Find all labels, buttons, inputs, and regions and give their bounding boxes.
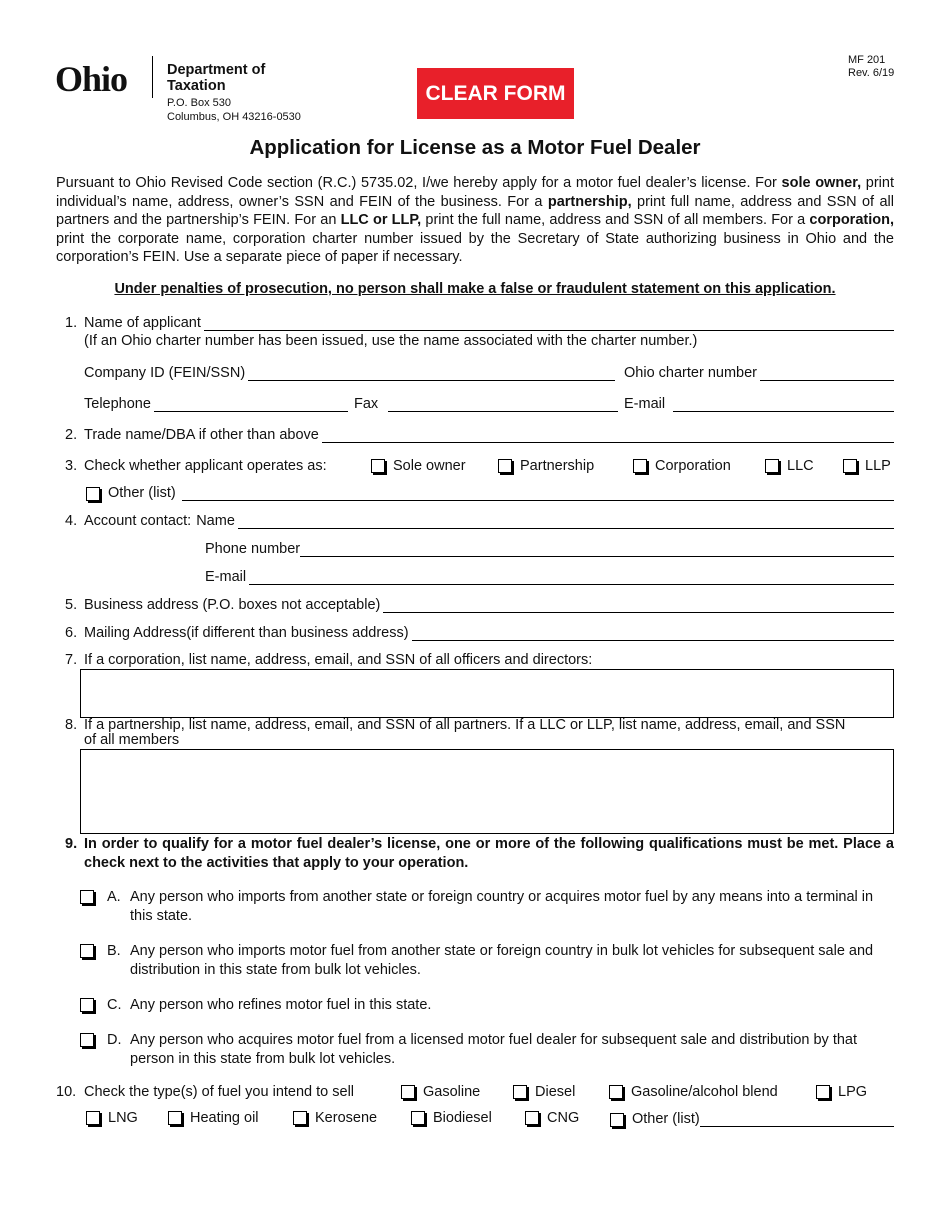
intro-bold-llc: LLC or LLP, [340, 212, 422, 228]
checkbox-icon[interactable] [80, 998, 94, 1012]
partners-members-textarea[interactable] [80, 749, 894, 834]
fuel-heating-oil[interactable] [168, 1110, 259, 1126]
checkbox-icon[interactable] [168, 1111, 182, 1125]
fuel-diesel[interactable] [513, 1084, 575, 1100]
option-llp[interactable] [843, 458, 891, 474]
qualification-letter: C. [107, 997, 122, 1013]
checkbox-icon[interactable] [609, 1085, 623, 1099]
q3-row [65, 458, 894, 478]
q3-other-row [86, 484, 894, 501]
business-address-field[interactable] [383, 596, 894, 613]
q6-number: 6. [65, 625, 78, 641]
fuel-label: LPG [838, 1084, 868, 1100]
checkbox-icon[interactable] [765, 459, 779, 473]
qualification-text: Any person who imports motor fuel from another state or foreign country in bulk lot vehicles for subsequent sale and distribution in this state from bulk lot vehicles. [130, 943, 874, 978]
q4-label: Account contact: [84, 513, 192, 529]
fuel-label: Gasoline [423, 1084, 481, 1100]
checkbox-icon[interactable] [498, 459, 512, 473]
department-name [167, 62, 265, 94]
qualification-letter: D. [107, 1032, 122, 1048]
telephone-field[interactable] [154, 395, 348, 412]
charter-number-field[interactable] [760, 364, 894, 381]
form-revision: Rev. 6/19 [848, 67, 895, 79]
fuel-label: LNG [108, 1110, 138, 1126]
q8-row [65, 718, 894, 748]
q1-row [65, 314, 894, 331]
option-corporation[interactable] [633, 458, 731, 474]
contact-phone-row [205, 540, 894, 557]
q7-row [65, 652, 592, 668]
option-label: LLC [787, 458, 814, 474]
intro-bold-sole-owner: sole owner, [781, 175, 862, 191]
checkbox-icon[interactable] [80, 1033, 94, 1047]
address-line1: P.O. Box 530 [167, 97, 232, 109]
q10-row [56, 1084, 894, 1104]
q9-row [65, 835, 894, 872]
checkbox-icon[interactable] [80, 890, 94, 904]
department-line1: Department of [167, 62, 266, 78]
q9-number: 9. [65, 836, 78, 852]
qualification-b [80, 942, 894, 979]
q9-label: In order to qualify for a motor fuel dealer’s license, one or more of the following qualifications must be met. Place a check next to the activities that apply to your operation. [84, 836, 894, 871]
fuel-label: Heating oil [190, 1110, 259, 1126]
q10-row2 [86, 1110, 894, 1130]
qualification-text: Any person who refines motor fuel in this state. [130, 997, 432, 1013]
option-sole-owner[interactable] [371, 458, 466, 474]
fuel-gasoline-alcohol[interactable] [609, 1084, 778, 1100]
q7-label: If a corporation, list name, address, email, and SSN of all officers and directors: [84, 652, 593, 668]
q5-row [65, 596, 894, 613]
fuel-other [610, 1110, 894, 1127]
fax-field[interactable] [388, 395, 618, 412]
company-id-label: Company ID (FEIN/SSN) [84, 365, 246, 381]
telephone-label: Telephone [84, 396, 151, 412]
q1-number: 1. [65, 315, 78, 331]
intro-text-5: print the corporate name, corporation charter number issued by the Secretary of State authorizing business in Ohio and the corporation’s FEIN. Use a separate piece of paper if necessary. [56, 230, 894, 265]
intro-paragraph [56, 174, 894, 267]
option-label: LLP [865, 458, 891, 474]
qualification-text: Any person who acquires motor fuel from a licensed motor fuel dealer for subsequent sale and distribution by that person in this state from bulk lot vehicles. [130, 1032, 858, 1067]
form-id: MF 201 [848, 54, 886, 66]
qualification-text: Any person who imports from another state or foreign country or acquires motor fuel by any means into a terminal in this state. [130, 889, 874, 924]
charter-label: Ohio charter number [624, 365, 757, 381]
fuel-cng[interactable] [525, 1110, 579, 1126]
page-title: Application for License as a Motor Fuel Dealer [249, 136, 701, 159]
fuel-label: Gasoline/alcohol blend [631, 1084, 778, 1100]
intro-bold-partnership: partnership, [547, 193, 632, 210]
q2-label: Trade name/DBA if other than above [84, 427, 319, 443]
other-label: Other (list) [108, 485, 176, 501]
fuel-biodiesel[interactable] [411, 1110, 492, 1126]
checkbox-icon[interactable] [371, 459, 385, 473]
q3-number: 3. [65, 458, 78, 474]
fuel-kerosene[interactable] [293, 1110, 377, 1126]
fuel-lng[interactable] [86, 1110, 138, 1126]
trade-name-field[interactable] [322, 426, 894, 443]
contact-email-row [205, 568, 894, 585]
q6-label: Mailing Address(if different than business address) [84, 625, 409, 641]
q3-label: Check whether applicant operates as: [84, 458, 327, 474]
fuel-label: CNG [547, 1110, 580, 1126]
officers-directors-textarea[interactable] [80, 669, 894, 718]
option-label: Partnership [520, 458, 595, 474]
option-label: Corporation [655, 458, 731, 474]
checkbox-icon[interactable] [86, 1111, 100, 1125]
fax-label: Fax [354, 396, 379, 412]
q4-number: 4. [65, 513, 78, 529]
ohio-logo: Ohio [55, 59, 128, 99]
option-partnership[interactable] [498, 458, 594, 474]
fax-row [354, 395, 618, 412]
contact-email-label: E-mail [205, 569, 247, 585]
q2-number: 2. [65, 427, 78, 443]
checkbox-icon[interactable] [293, 1111, 307, 1125]
q10-label: Check the type(s) of fuel you intend to sell [84, 1084, 355, 1100]
intro-text-3: print full name, address and SSN of all partners and the partnership’s FEIN. For an [56, 193, 894, 228]
fuel-label: Kerosene [315, 1110, 378, 1126]
intro-bold-corporation: corporation, [809, 212, 894, 228]
option-label: Sole owner [393, 458, 466, 474]
contact-name-label: Name [196, 513, 235, 529]
department-line2: Taxation [167, 78, 226, 94]
checkbox-icon[interactable] [610, 1113, 624, 1127]
qualification-c [80, 996, 894, 1015]
fuel-other-label: Other (list) [632, 1111, 700, 1127]
q10-number: 10. [56, 1084, 77, 1100]
qualification-d [80, 1031, 894, 1068]
q4-row [65, 512, 894, 529]
checkbox-icon[interactable] [411, 1111, 425, 1125]
q6-row [65, 624, 894, 641]
address-line2: Columbus, OH 43216-0530 [167, 111, 301, 123]
q8-number: 8. [65, 717, 78, 733]
email-row [624, 395, 894, 412]
company-id-row [84, 364, 615, 381]
checkbox-icon[interactable] [633, 459, 647, 473]
mailing-address-field[interactable] [412, 624, 894, 641]
logo-divider [152, 56, 153, 98]
q5-label: Business address (P.O. boxes not acceptable) [84, 597, 381, 613]
fuel-other-field[interactable] [700, 1110, 894, 1127]
contact-email-field[interactable] [249, 568, 894, 585]
checkbox-icon[interactable] [513, 1085, 527, 1099]
contact-phone-field[interactable] [300, 540, 894, 557]
intro-text-4: print the full name, address and SSN of all members. For a [421, 212, 810, 228]
checkbox-icon[interactable] [80, 944, 94, 958]
applicant-name-field[interactable] [204, 314, 894, 331]
department-address [167, 96, 301, 124]
q7-number: 7. [65, 652, 78, 668]
checkbox-icon[interactable] [525, 1111, 539, 1125]
qualification-letter: B. [107, 943, 121, 959]
option-llc[interactable] [765, 458, 814, 474]
checkbox-icon[interactable] [816, 1085, 830, 1099]
email-label: E-mail [624, 396, 666, 412]
other-entity-field[interactable] [182, 484, 894, 501]
fuel-label: Biodiesel [433, 1110, 492, 1126]
q1-note: (If an Ohio charter number has been issued, use the name associated with the charter number.) [84, 333, 698, 349]
checkbox-icon[interactable] [86, 487, 100, 501]
fuel-gasoline[interactable] [401, 1084, 480, 1100]
penalty-notice: Under penalties of prosecution, no person shall make a false or fraudulent statement on this application. [114, 281, 836, 297]
q8-label: If a partnership, list name, address, email, and SSN of all partners. If a LLC or LLP, list name, address, email, and SSN [84, 717, 846, 733]
form-number [848, 54, 894, 80]
checkbox-icon[interactable] [401, 1085, 415, 1099]
checkbox-icon[interactable] [843, 459, 857, 473]
contact-phone-label: Phone number [205, 541, 301, 557]
clear-form-button[interactable]: CLEAR FORM [417, 68, 574, 119]
telephone-row [84, 395, 348, 412]
fuel-lpg[interactable] [816, 1084, 867, 1100]
q1-label: Name of applicant [84, 315, 201, 331]
company-id-field[interactable] [248, 364, 615, 381]
contact-name-field[interactable] [238, 512, 894, 529]
q8-label-cont: of all members [84, 732, 180, 748]
q2-row [65, 426, 894, 443]
q5-number: 5. [65, 597, 78, 613]
charter-row [624, 364, 894, 381]
intro-text-1: Pursuant to Ohio Revised Code section (R.C.) 5735.02, I/we hereby apply for a motor fuel dealer’s license. For [56, 175, 782, 191]
email-field[interactable] [673, 395, 894, 412]
intro-text-2: print individual’s name, address, owner’s SSN and FEIN of the business. For a [56, 175, 894, 210]
qualification-a [80, 888, 894, 925]
fuel-label: Diesel [535, 1084, 576, 1100]
qualification-letter: A. [107, 889, 121, 905]
